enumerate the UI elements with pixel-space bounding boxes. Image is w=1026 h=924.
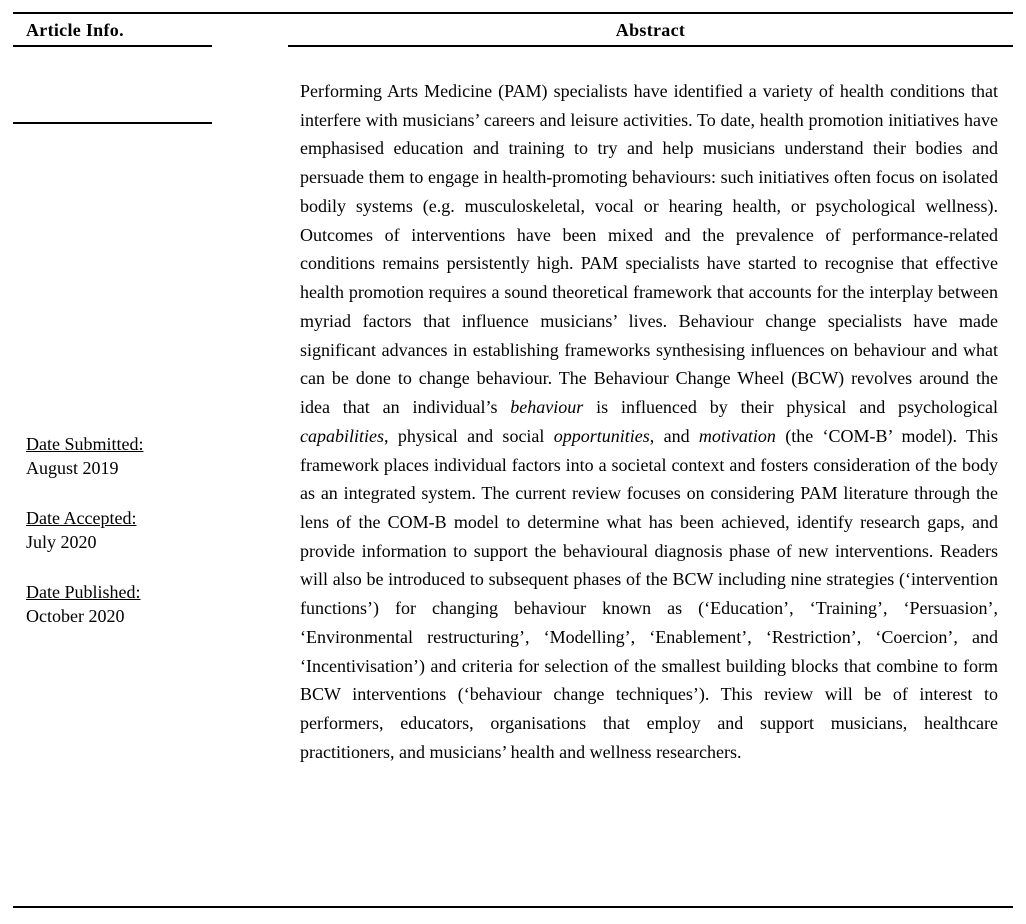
abstract-segment: Performing Arts Medicine (PAM) specialists have identified a variety of health conditions that interfere with musicians’ careers and leisure activities. To date, health promotion initiatives have emphasised education and training to try and help musicians understand their bodies and persuade them to engage in health-promoting behaviours: such initiatives often focus on isolated bodily systems (e.g. musculoskeletal, vocal or hearing health, or psychological wellness). Outcomes of interventions have been mixed and the prevalence of performance-related conditions remains persistently high. PAM specialists have started to recognise that effective health promotion requires a sound theoretical framework that accounts for the interplay between myriad factors that influence musicians’ lives. Behaviour change specialists have made significant advances in establishing frameworks synthesising influences on behaviour and what can be done to change behaviour. The Behaviour Change Wheel (BCW) revolves around the idea that an individual’s (300, 81, 998, 418)
abstract-underline (288, 45, 1013, 47)
date-submitted (26, 432, 143, 480)
abstract-heading: Abstract (615, 20, 686, 40)
date-published-label: Date Published: (26, 582, 141, 602)
date-published-value: October 2020 (26, 606, 125, 626)
abstract-segment: , physical and social (384, 425, 554, 446)
abstract-emphasis: capabilities (300, 425, 384, 446)
article-dates (26, 432, 143, 654)
abstract-segment: is influenced by their physical and psychological (583, 397, 999, 418)
abstract-segment: , and (649, 425, 699, 446)
abstract-text (300, 77, 998, 767)
date-accepted-label: Date Accepted: (26, 508, 137, 528)
date-accepted (26, 506, 143, 554)
abstract-segment: (the ‘COM-B’ model). This framework places individual factors into a societal context and fosters consideration of the body as an integrated system. The current review focuses on considering PAM literature through the lens of the COM-B model to determine what has been achieved, identify research gaps, and provide information to support the behavioural diagnosis phase of new interventions. Readers will also be introduced to subsequent phases of the BCW including nine strategies (‘intervention functions’) for changing behaviour known as (‘Education’, ‘Training’, ‘Persuasion’, ‘Environmental restructuring’, ‘Modelling’, ‘Enablement’, ‘Restriction’, ‘Coercion’, and ‘Incentivisation’) and criteria for selection of the smallest building blocks that combine to form BCW interventions (‘behaviour change techniques’). This review will be of interest to performers, educators, organisations that employ and support musicians, healthcare practitioners, and musicians’ health and wellness researchers. (300, 425, 998, 762)
bottom-rule (13, 906, 1013, 908)
top-rule (13, 12, 1013, 14)
date-submitted-label: Date Submitted: (26, 434, 144, 454)
date-published (26, 580, 143, 628)
abstract-emphasis: behaviour (510, 397, 584, 418)
abstract-emphasis: motivation (698, 425, 776, 446)
date-submitted-value: August 2019 (26, 458, 119, 478)
abstract-emphasis: opportunities (553, 425, 650, 446)
date-accepted-value: July 2020 (26, 532, 97, 552)
article-info-heading: Article Info. (26, 20, 124, 40)
article-info-underline (13, 45, 212, 47)
article-info-separator (13, 122, 212, 124)
